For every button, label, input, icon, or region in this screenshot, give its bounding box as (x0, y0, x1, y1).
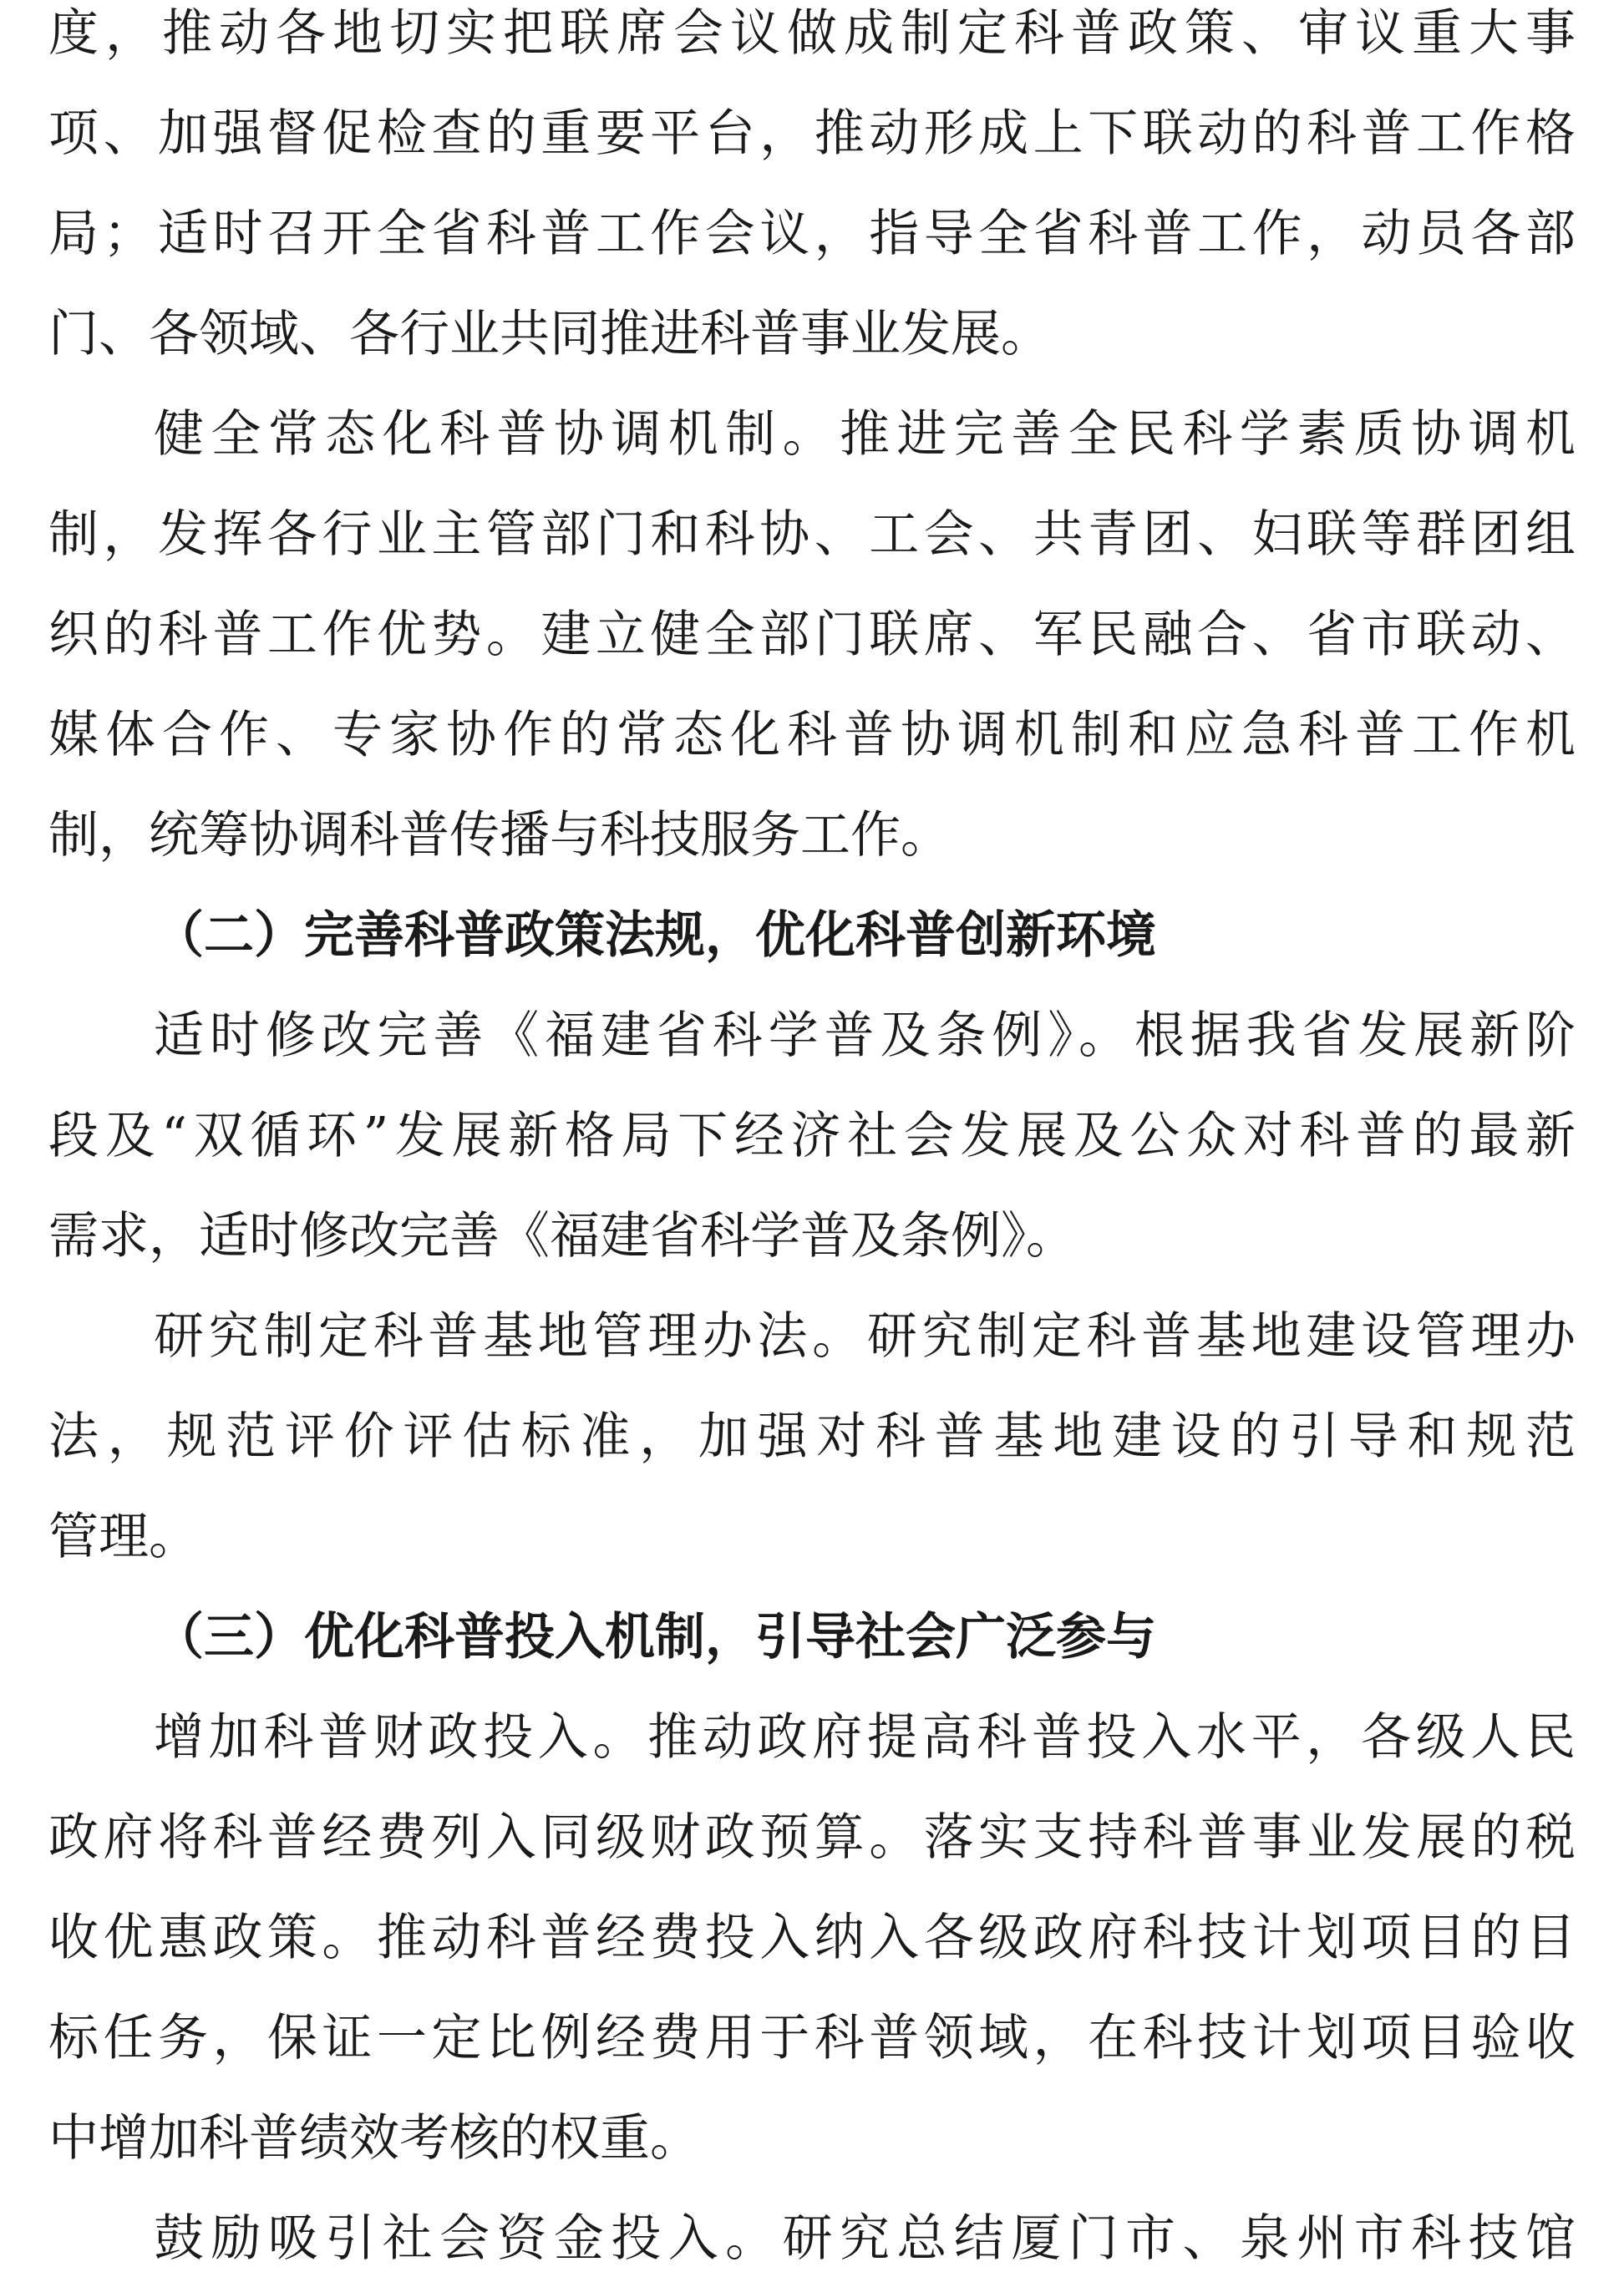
paragraph-line: 项、加强督促检查的重要平台，推动形成上下联动的科普工作格 (48, 104, 1576, 163)
paragraph-line: 适时修改完善《福建省科学普及条例》。根据我省发展新阶 (154, 1007, 1576, 1065)
paragraph-line: 中增加科普绩效考核的权重。 (48, 2109, 700, 2168)
paragraph-line: 段及“双循环”发展新格局下经济社会发展及公众对科普的最新 (48, 1107, 1576, 1165)
paragraph-line: 增加科普财政投入。推动政府提高科普投入水平，各级人民 (154, 1708, 1576, 1767)
paragraph-line: 鼓励吸引社会资金投入。研究总结厦门市、泉州市科技馆 (154, 2209, 1576, 2268)
paragraph-line: 健全常态化科普协调机制。推进完善全民科学素质协调机 (154, 405, 1576, 464)
paragraph-line: 织的科普工作优势。建立健全部门联席、军民融合、省市联动、 (48, 606, 1576, 664)
paragraph-line: 标任务，保证一定比例经费用于科普领域，在科技计划项目验收 (48, 2009, 1576, 2067)
paragraph-line: 法，规范评价评估标准，加强对科普基地建设的引导和规范 (48, 1407, 1576, 1466)
paragraph-line: 度，推动各地切实把联席会议做成制定科普政策、审议重大事 (48, 4, 1576, 63)
paragraph-line: 政府将科普经费列入同级财政预算。落实支持科普事业发展的税 (48, 1808, 1576, 1867)
paragraph-line: 制，发挥各行业主管部门和科协、工会、共青团、妇联等群团组 (48, 505, 1576, 564)
paragraph-line: 研究制定科普基地管理办法。研究制定科普基地建设管理办 (154, 1307, 1576, 1366)
paragraph-line: 需求，适时修改完善《福建省科学普及条例》。 (48, 1207, 1076, 1265)
section-heading: （二）完善科普政策法规，优化科普创新环境 (154, 906, 1156, 965)
paragraph-line: 门、各领域、各行业共同推进科普事业发展。 (48, 305, 1051, 363)
paragraph-line: 收优惠政策。推动科普经费投入纳入各级政府科技计划项目的目 (48, 1909, 1576, 1967)
paragraph-line: 制，统筹协调科普传播与科技服务工作。 (48, 806, 951, 865)
paragraph-line: 媒体合作、专家协作的常态化科普协调机制和应急科普工作机 (48, 706, 1576, 764)
section-heading: （三）优化科普投入机制，引导社会广泛参与 (154, 1608, 1156, 1666)
paragraph-line: 管理。 (48, 1508, 199, 1566)
paragraph-line: 局；适时召开全省科普工作会议，指导全省科普工作，动员各部 (48, 205, 1576, 263)
